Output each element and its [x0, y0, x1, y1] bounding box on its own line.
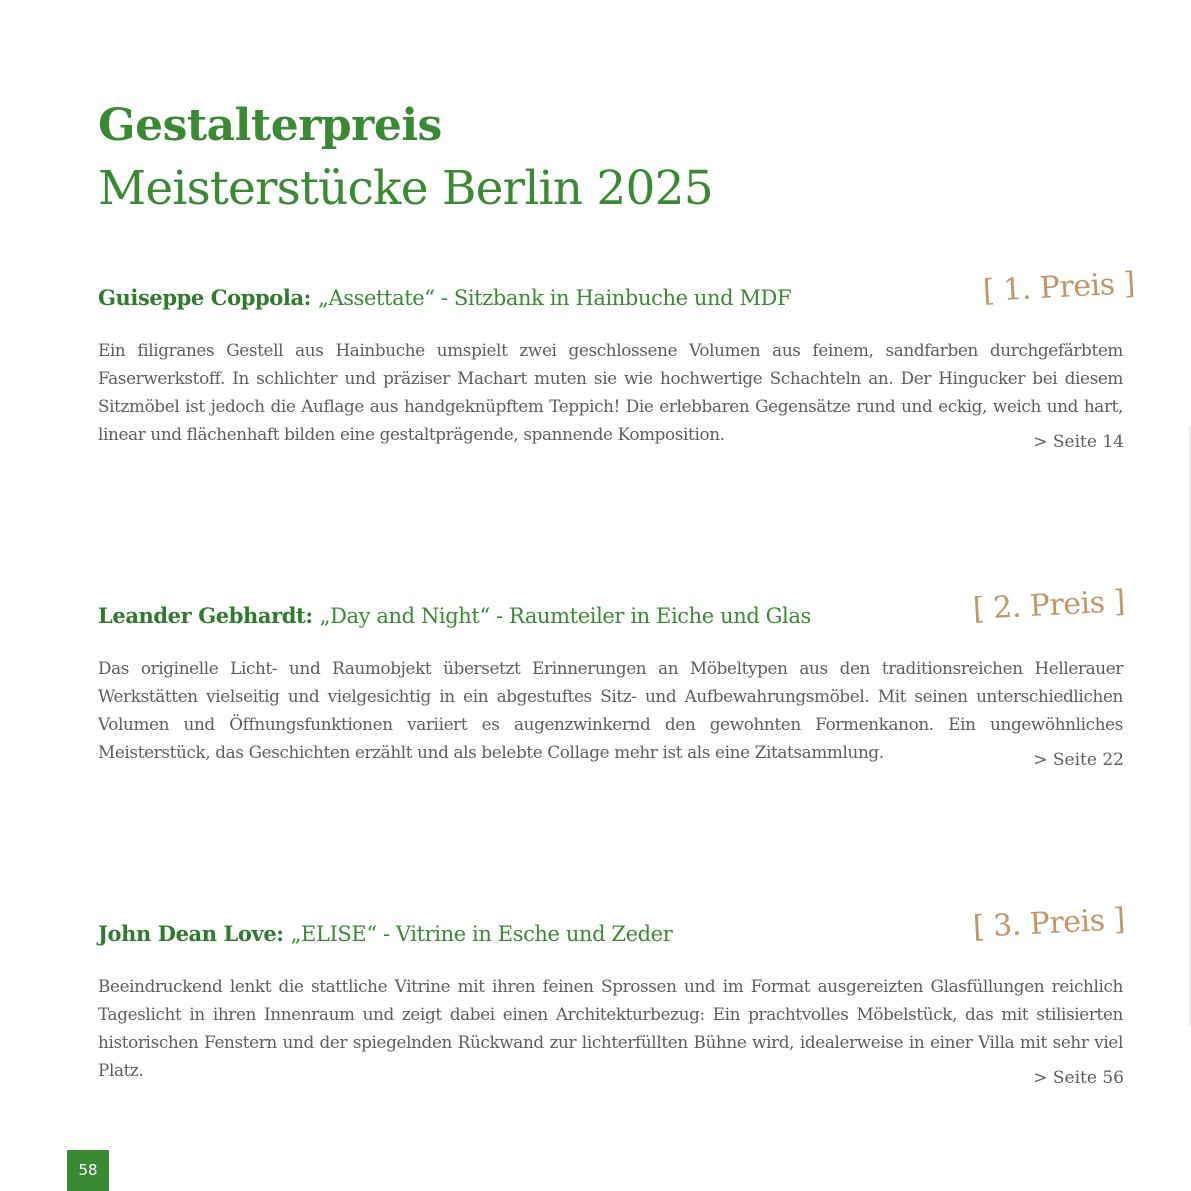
page-title: Gestalterpreis	[98, 100, 442, 151]
entry-description-3: Beeindruckend lenkt die stattliche Vitrine mit ihren feinen Sprossen und im Format ausgereizten Glasfüllungen reichlich Tageslicht in ihren Innenraum und zeigt dabei einen Architekturbezug: Ein prachtvolles Möbelstück, das mit stilisierten historischen Fenstern und der spiegelnden Rückwand zur lichterfüllten Bühne wird, idealerweise in einer Villa mit sehr viel Platz.	[98, 976, 1123, 1080]
entry-name: Guiseppe Coppola:	[98, 285, 312, 310]
page-subtitle: Meisterstücke Berlin 2025	[98, 161, 713, 216]
entry-description-1: Ein filigranes Gestell aus Hainbuche umspielt zwei geschlossene Volumen aus feinem, sandfarben durchgefärbtem Faserwerkstoff. In schlichter und präziser Machart muten sie wie hochwertige Schachteln an. Der Hingucker bei diesem Sitzmöbel ist jedoch die Auflage aus handgeknüpftem Teppich! Die erlebbaren Gegensätze rund und eckig, weich und hart, linear und flächenhaft bilden eine gestaltprägende, spannende Komposition.	[98, 340, 1123, 444]
prize-badge-1: [ 1. Preis ]	[982, 266, 1136, 309]
page-reference-1[interactable]: > Seite 14	[1033, 432, 1124, 452]
entry-name: John Dean Love:	[98, 921, 284, 946]
entry-work: „Day and Night“ - Raumteiler in Eiche und Glas	[319, 604, 811, 628]
entry-work: „ELISE“ - Vitrine in Esche und Zeder	[290, 922, 673, 946]
page-reference-2[interactable]: > Seite 22	[1033, 750, 1124, 770]
entry-heading-1	[98, 283, 791, 313]
entry-description-2: Das originelle Licht- und Raumobjekt übersetzt Erinnerungen an Möbeltypen aus den traditionsreichen Hellerauer Werkstätten vielseitig und vielgesichtig in ein abgestuftes Sitz- und Aufbewahrungsmöbel. Mit seinen unterschiedlichen Volumen und Öffnungsfunktionen variiert es augenzwinkernd den gewohnten Formenkanon. Ein ungewöhnliches Meisterstück, das Geschichten erzählt und als belebte Collage mehr ist als eine Zitatsammlung.	[98, 658, 1123, 762]
entry-name: Leander Gebhardt:	[98, 603, 313, 628]
prize-badge-2: [ 2. Preis ]	[972, 584, 1126, 627]
prize-badge-3: [ 3. Preis ]	[972, 902, 1126, 945]
page-number-badge: 58	[67, 1150, 109, 1191]
entry-work: „Assettate“ - Sitzbank in Hainbuche und MDF	[317, 286, 792, 310]
entry-heading-3	[98, 919, 672, 949]
entry-heading-2	[98, 601, 811, 631]
page-reference-3[interactable]: > Seite 56	[1033, 1068, 1124, 1088]
